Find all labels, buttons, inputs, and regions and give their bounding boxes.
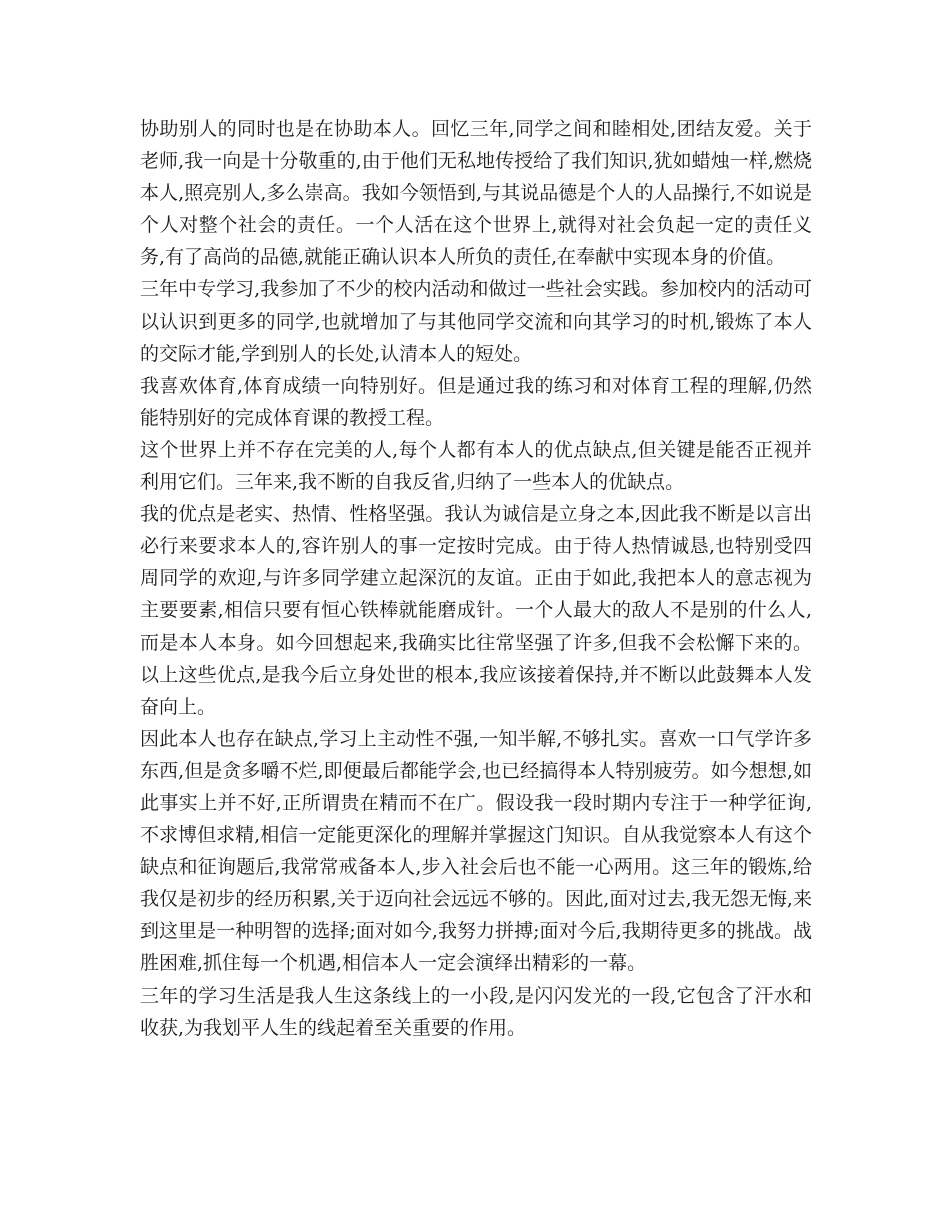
paragraph-3: 我喜欢体育,体育成绩一向特别好。但是通过我的练习和对体育工程的理解,仍然能特别好的完成体育课的教授工程。 xyxy=(140,374,812,429)
paragraph-2: 三年中专学习,我参加了不少的校内活动和做过一些社会实践。参加校内的活动可以认识到更多的同学,也就增加了与其他同学交流和向其学习的时机,锻炼了本人的交际才能,学到别人的长处,认清本人的短处。 xyxy=(140,278,812,365)
paragraph-4: 这个世界上并不存在完美的人,每个人都有本人的优点缺点,但关键是能否正视并利用它们。三年来,我不断的自我反省,归纳了一些本人的优缺点。 xyxy=(140,438,812,494)
document-body xyxy=(140,113,812,1044)
paragraph-1: 协助别人的同时也是在协助本人。回忆三年,同学之间和睦相处,团结友爱。关于老师,我一向是十分敬重的,由于他们无私地传授给了我们知识,犹如蜡烛一样,燃烧本人,照亮别人,多么崇高。我如今领悟到,与其说品德是个人的人品操行,不如说是个人对整个社会的责任。一个人活在这个世界上,就得对社会负起一定的责任义务,有了高尚的品德,就能正确认识本人所负的责任,在奉献中实现本身的价值。 xyxy=(140,118,812,269)
paragraph-7: 三年的学习生活是我人生这条线上的一小段,是闪闪发光的一段,它包含了汗水和收获,为我划平人生的线起着至关重要的作用。 xyxy=(140,984,812,1039)
paragraph-6: 因此本人也存在缺点,学习上主动性不强,一知半解,不够扎实。喜欢一口气学许多东西,但是贪多嚼不烂,即便最后都能学会,也已经搞得本人特别疲劳。如今想想,如此事实上并不好,正所谓贵在精而不在广。假设我一段时期内专注于一种学征询,不求博但求精,相信一定能更深化的理解并掌握这门知识。自从我觉察本人有这个缺点和征询题后,我常常戒备本人,步入社会后也不能一心两用。这三年的锻炼,给我仅是初步的经历积累,关于迈向社会远远不够的。因此,面对过去,我无怨无悔,来到这里是一种明智的选择;面对如今,我努力拼搏;面对今后,我期待更多的挑战。战胜困难,抓住每一个机遇,相信本人一定会演绎出精彩的一幕。 xyxy=(140,727,812,975)
paragraph-5: 我的优点是老实、热情、性格坚强。我认为诚信是立身之本,因此我不断是以言出必行来要求本人的,容许别人的事一定按时完成。由于待人热情诚恳,也特别受四周同学的欢迎,与许多同学建立起深沉的友谊。正由于如此,我把本人的意志视为主要要素,相信只要有恒心铁棒就能磨成针。一个人最大的敌人不是别的什么人,而是本人本身。如今回想起来,我确实比往常坚强了许多,但我不会松懈下来的。以上这些优点,是我今后立身处世的根本,我应该接着保持,并不断以此鼓舞本人发奋向上。 xyxy=(140,503,812,718)
